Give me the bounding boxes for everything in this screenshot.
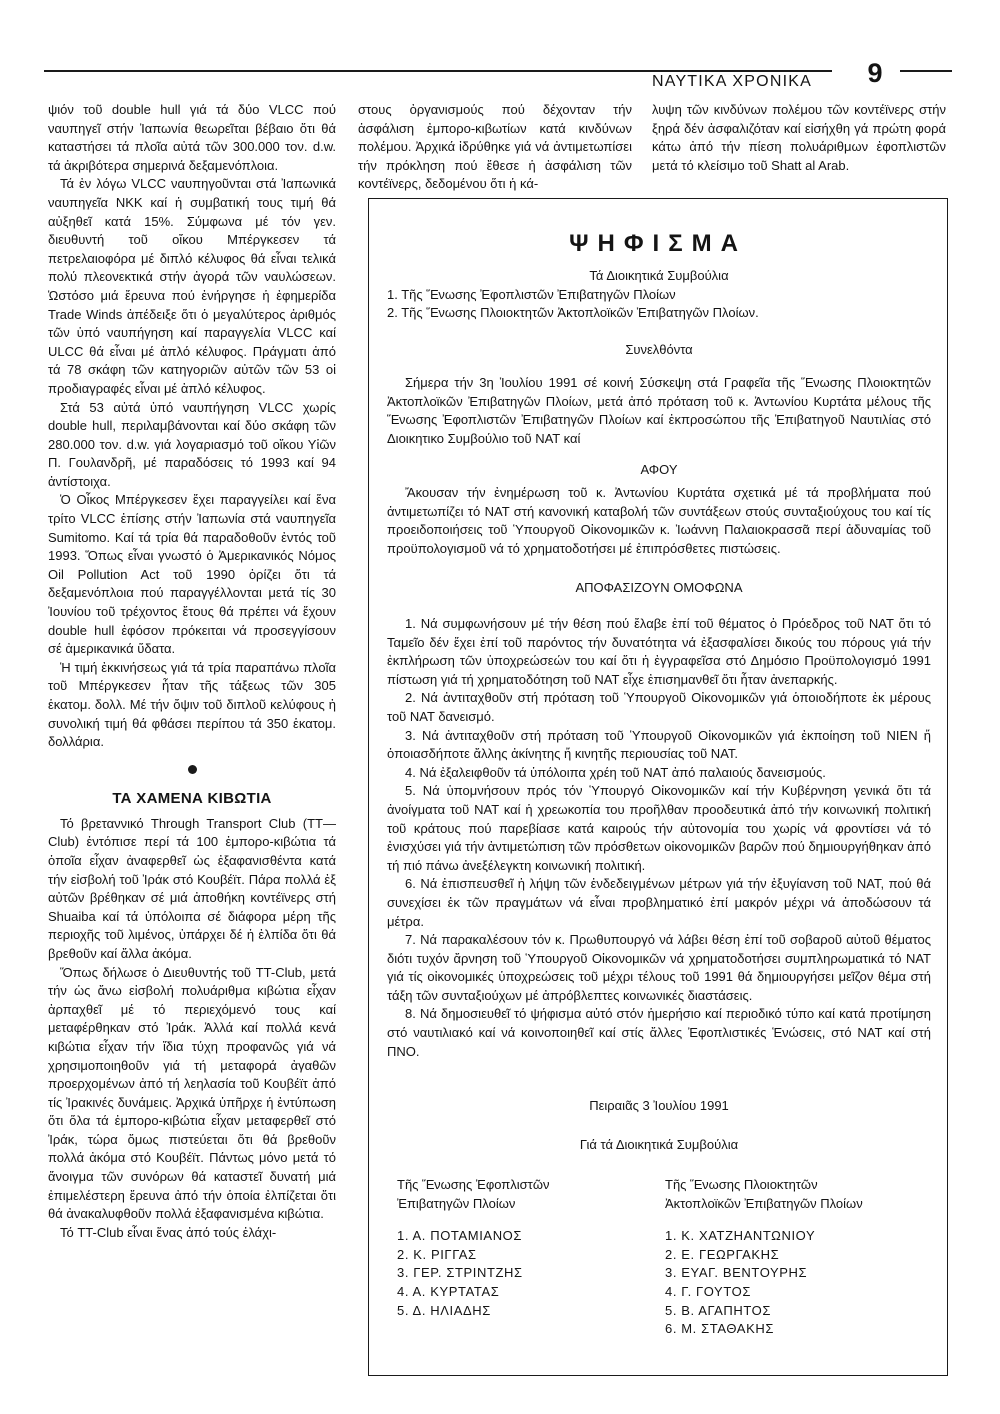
masthead-title: ΝΑΥΤΙΚΑ ΧΡΟΝΙΚΑ xyxy=(652,73,812,90)
sig-right-name: 3. ΕΥΑΓ. ΒΕΝΤΟΥΡΗΣ xyxy=(665,1265,808,1281)
resolution-title: ΨΗΦΙΣΜΑ xyxy=(569,230,747,257)
date-section xyxy=(387,1097,931,1116)
col2-paragraph-1: στους ὀργανισμούς πού δέχονταν τήν ἀσφάλιση ἐμπορο-κιβωτίων κατά κινδύνων πολέμου. Ἀρχικά ἱδρύθηκε γιά νά ἀντιμετωπίσει τήν πρόκληση πού ἔθεσε ἡ ἀσφάλιση τῶν κοντέϊνερς, δεδομένου ὅτι ἡ κά- xyxy=(358,102,632,192)
for-boards-label: Γιά τά Διοικητικά Συμβούλια xyxy=(579,1137,739,1152)
col1-paragraph-1: ψιόν τοῦ double hull γιά τά δύο VLCC πού ναυπηγεῖ στήν Ἰαπωνία θεωρεῖται βέβαιο ὅτι θά καταστήσει τά πλοῖα αὐτά τῶν 300.000 τον. d.w. τά ἀκριβότερα σημερινά δεξαμενόπλοια. xyxy=(48,102,336,173)
convened-label: Συνελθόντα xyxy=(625,342,693,357)
col1-paragraph-2: Τά ἐν λόγω VLCC ναυπηγοῦνται στά Ἰαπωνικά ναυπηγεῖα NKK καί ἡ συμβατική τους τιμή θά αὐξηθεῖ κατά 15%. Σύμφωνα μέ τόν γεν. διευθυντή τοῦ οἴκου Μπέργκεσεν τά πετρελαιοφόρα μέ διπλό κέλυφος θά εἶναι τελικά πολύ πλεονεκτικά στήν ἀγορά τῶν ναυλώσεων. Ὡστόσο μιά ἔρευνα πού ἐνήργησε ἡ ἐφημερίδα Trade Winds ἀπέδειξε ὅτι ὁ μεγαλύτερος ἀριθμός τῶν ὑπό ναυπήγηση καί παραγγελία VLCC καί ULCC θά εἶναι μέ ἁπλό κέλυφος. Πράγματι ἀπό τά 78 σκάφη τῶν κατηγοριῶν αὐτῶν τῶν 53 οἱ προδιαγραφές εἶναι μέ ἁπλό κέλυφος. xyxy=(48,176,336,396)
col1-paragraph-8: Τό TT-Club εἶναι ἕνας ἀπό τούς ἐλάχι- xyxy=(60,1224,277,1240)
afou-body xyxy=(387,484,931,558)
sig-right-name: 4. Γ. ΓΟΥΤΟΣ xyxy=(665,1283,751,1299)
resolution-intro xyxy=(387,267,931,323)
col1-paragraph-4: Ὁ Οἶκος Μπέργκεσεν ἔχει παραγγείλει καί ἕνα τρίτο VLCC ἐπίσης στήν Ἰαπωνία στά ναυπηγεῖα Sumitomo. Καί τά τρία θά παραδοθοῦν ἐντός τοῦ 1993. Ὅπως εἶναι γνωστό ὁ Ἀμερικανικός Νόμος Oil Pollution Act τοῦ 1990 ὁρίζει ὅτι τά δεξαμενόπλοια πού παραγγέλλονται μετά τίς 30 Ἰουνίου τοῦ τρέχοντος ἔτους θά πρέπει νά ἔχουν double hull ἐφόσον πρόκειται νά προσεγγίσουν σέ ἀμερικανικά ὕδατα. xyxy=(48,492,336,657)
afou-text: Ἄκουσαν τήν ἐνημέρωση τοῦ κ. Ἀντωνίου Κυρτάτα σχετικά μέ τά προβλήματα πού ἀντιμετωπίζει τό ΝΑΤ στή κανονική καταβολή τῶν συντάξεων στούς συνταξιούχους του καί τίς προειδοποιήσεις τοῦ Ὑπουργοῦ Οἰκονομικῶν κ. Ἰωάννη Παλαιοκρασσᾶ περί ἀδυναμίας τοῦ προϋπολογισμοῦ νά τό χρηματοδοτήσει μέ ἐπιπρόσθετες πιστώσεις. xyxy=(387,485,931,556)
convened-body xyxy=(387,374,931,448)
point-1: 1. Νά συμφωνήσουν μέ τήν θέση πού ἔλαβε ἐπί τοῦ θέματος ὁ Πρόεδρος τοῦ ΝΑΤ ὅτι τό Ταμεῖο δέν ἔχει ἐπί τοῦ παρόντος τήν δυνατότητα νά ἐξασφαλίσει δικούς του πόρους γιά τήν ἐκπλήρωση τῶν ὑποχρεώσεών του καί ὅτι ἡ ἐγγραφεῖσα στό Δημόσιο Προϋπολογισμό 1991 πίστωση γιά τή χρηματοδότηση τοῦ ΝΑΤ εἶχε ἐπισημανθεῖ ὅτι ἦταν ἀνεπαρκής. xyxy=(387,616,931,687)
section-heading-lost-containers: ΤΑ ΧΑΜΕΝΑ ΚΙΒΩΤΙΑ xyxy=(112,789,272,807)
column-middle xyxy=(358,101,632,194)
sig-left-name: 1. Α. ΠΟΤΑΜΙΑΝΟΣ xyxy=(397,1228,523,1244)
decide-section xyxy=(387,579,931,598)
convened-text: Σήμερα τήν 3η Ἰουλίου 1991 σέ κοινή Σύσκεψη στά Γραφεῖα τῆς Ἕνωσης Πλοιοκτητῶν Ἀκτοπλοϊκῶν Ἐπιβατηγῶν Πλοίων, μετά ἀπό πρόταση τοῦ κ. Ἀντωνίου Κυρτάτα μέλους τῆς Ἕνωσης Ἐφοπλιστῶν Ἐπιβατηγῶν Πλοίων καί ἐκπροσώπου τῆς Ἐπιβατηγοῦ Ναυτιλίας στό Διοικητικο Συμβούλιο τοῦ ΝΑΤ καί xyxy=(387,375,931,446)
header-rule-right xyxy=(900,70,952,72)
sig-left-name: 3. ΓΕΡ. ΣΤΡΙΝΤΖΗΣ xyxy=(397,1265,523,1281)
sig-left-name: 5. Δ. ΗΛΙΑΔΗΣ xyxy=(397,1302,491,1318)
sig-right-name: 6. Μ. ΣΤΑΘΑΚΗΣ xyxy=(665,1321,774,1337)
sig-left-name: 2. Κ. ΡΙΓΓΑΣ xyxy=(397,1246,477,1262)
page-number: 9 xyxy=(867,58,883,88)
column-right xyxy=(652,101,946,175)
sig-right-heading-2: Ἀκτοπλοϊκῶν Ἐπιβατηγῶν Πλοίων xyxy=(665,1195,863,1211)
column-left xyxy=(48,101,336,1242)
union-1: 1. Τῆς Ἕνωσης Ἐφοπλιστῶν Ἐπιβατηγῶν Πλοίων xyxy=(387,286,676,302)
col3-paragraph-1: λυψη τῶν κινδύνων πολέμου τῶν κοντέϊνερς στήν ξηρά δέν ἀσφαλιζόταν καί εἰσήχθη γά πρώτη φορά κάτω ἀπό τήν πίεση πολυάριθμων ἐφοπλιστῶν μετά τό κλείσιμο τοῦ Shatt al Arab. xyxy=(652,102,946,173)
point-2: 2. Νά ἀντιταχθοῦν στή πρόταση τοῦ Ὑπουργοῦ Οἰκονομικῶν γιά ὁποιοδήποτε ἐκ μέρους τοῦ ΝΑΤ δανεισμό. xyxy=(387,690,931,724)
sig-left-heading-1: Τῆς Ἕνωσης Ἐφοπλιστῶν xyxy=(397,1177,550,1192)
sig-right-name: 1. Κ. ΧΑΤΖΗΑΝΤΩΝΙΟΥ xyxy=(665,1228,816,1244)
convened-section xyxy=(387,341,931,360)
afou-section xyxy=(387,461,931,480)
union-2: 2. Τῆς Ἕνωσης Πλοιοκτητῶν Ἀκτοπλοϊκῶν Ἐπιβατηγῶν Πλοίων. xyxy=(387,305,759,321)
sig-right-name: 2. Ε. ΓΕΩΡΓΑΚΗΣ xyxy=(665,1246,780,1262)
section-bullet-icon xyxy=(188,765,197,774)
point-6: 6. Νά ἐπισπευσθεῖ ἡ λήψη τῶν ἐνδεδειγμένων μέτρων γιά τήν ἐξυγίανση τοῦ ΝΑΤ, πού θά συνεχίσει ἐκ τῶν πραγμάτων νά εἶναι προβληματικό ἐπί μακρόν μέχρι νά ἀποδώσουν τά μέτρα. xyxy=(387,876,931,929)
afou-label: ΑΦΟΥ xyxy=(640,462,678,477)
signatories-right xyxy=(665,1176,935,1339)
resolution-box xyxy=(368,198,948,1376)
boards-label: Τά Διοικητικά Συμβούλια xyxy=(589,268,729,283)
col1-paragraph-3: Στά 53 αὐτά ὑπό ναυπήγηση VLCC χωρίς double hull, περιλαμβάνονται καί δύο σκάφη τῶν 280.000 τον. d.w. γιά λογαριασμό τοῦ οἴκου Υἱῶν Π. Γουλανδρῆ, μέ παραδόσεις τό 1993 καί 94 ἀντίστοιχα. xyxy=(48,399,336,489)
col1-paragraph-5: Ἡ τιμή ἐκκινήσεως γιά τά τρία παραπάνω πλοῖα τοῦ Μπέργκεσεν ἦταν τῆς τάξεως τῶν 305 ἑκατομ. δολλ. Μέ τήν ὄψιν τοῦ διπλοῦ κελύφους ἡ συνολική τιμή θά φθάσει περίπου τά 350 ἑκατομ. δολλάρια. xyxy=(48,659,336,750)
col1-paragraph-7: Ὅπως δήλωσε ὁ Διευθυντής τοῦ TT-Club, μετά τήν ὡς ἄνω εἰσβολή πολυάριθμα κιβώτια εἶχαν ἁρπαχθεῖ μέ τό περιεχόμενό τους καί μεταφέρθηκαν στό Ἰράκ. Ἀλλά καί πολλά κενά κιβώτια εἶχαν τήν ἴδια τύχη προφανῶς γιά νά χρησιμοποιηθοῦν γιά τή μεταφορά ἀγαθῶν προερχομένων ἀπό τή λεηλασία τοῦ Κουβέϊτ ἀπό τίς Ἰρακινές δυνάμεις. Ἀρχικά ὑπῆρχε ἡ ἐντύπωση ὅτι ὅλα τά ἐμπορο-κιβώτια εἶχαν μεταφερθεῖ στό Ἰράκ, τώρα ὅμως πιστεύεται ὅτι θά βρεθοῦν πολλά ἀκόμα στό Κουβέϊτ. Πάντως μόνο μετά τό ἄνοιγμα τῶν συνόρων θά καταστεῖ δυνατή μιά ἐπιμελέστερη ἔρευνα ἀπό τήν ὁποία ἐλπίζεται ὅτι θά ἀνακαλυφθοῦν πολλά ἐξαφανισμένα κιβώτια. xyxy=(48,964,336,1222)
sig-left-name: 4. Α. ΚΥΡΤΑΤΑΣ xyxy=(397,1283,500,1299)
sig-right-name: 5. Β. ΑΓΑΠΗΤΟΣ xyxy=(665,1302,771,1318)
point-5: 5. Νά ὑπομνήσουν πρός τόν Ὑπουργό Οἰκονομικῶν καί τήν Κυβέρνηση γενικά ὅτι τά ἀνοίγματα τοῦ ΝΑΤ καί ἡ χρεωκοπία του προῆλθαν προοδευτικά ἀπό τήν κοινωνική πολιτική τοῦ κράτους πού παρεβίασε κατά καιρούς τήν αὐτονομία του χωρίς νά φροντίσει νά τό ἐνισχύσει γιά τήν ἀντιμετώπιση τῶν πρόσθετων οἰκονομικῶν βαρῶν πού δημιουργήθηκαν ἀπό τή πιό πάνω ἀνεξέλεγκτη κοινωνική πολιτική. xyxy=(387,783,931,873)
decide-label: ΑΠΟΦΑΣΙΖΟΥΝ ΟΜΟΦΩΝΑ xyxy=(575,580,743,595)
sig-left-heading-2: Ἐπιβατηγῶν Πλοίων xyxy=(397,1195,516,1211)
point-4: 4. Νά ἐξαλειφθοῦν τά ὑπόλοιπα χρέη τοῦ ΝΑΤ ἀπό παλαιούς δανεισμούς. xyxy=(405,764,826,780)
for-boards-section xyxy=(387,1136,931,1155)
signatories-left xyxy=(397,1176,637,1320)
point-8: 8. Νά δημοσιευθεῖ τό ψήφισμα αὐτό στόν ἡμερήσιο καί περιοδικό τύπο καί κατά προτίμηση στό ναυτιλιακό καί νά κοινοποιηθεῖ καί στίς ἄλλες Ἐφοπλιστικές Ἑνώσεις, στό ΝΑΤ καί στή ΠΝΟ. xyxy=(387,1006,931,1059)
point-3: 3. Νά ἀντιταχθοῦν στή πρόταση τοῦ Ὑπουργοῦ Οἰκονομικῶν γιά ἐκποίηση τοῦ NIEN ἤ ὁποιασδήποτε ἄλλης ἀκίνητης ἤ κινητῆς περιουσίας τοῦ ΝΑΤ. xyxy=(387,727,931,762)
resolution-points xyxy=(387,615,931,1061)
date-line: Πειραιᾶς 3 Ἰουλίου 1991 xyxy=(589,1098,729,1113)
col1-paragraph-6: Τό βρεταννικό Through Transport Club (TT—Club) ἐντόπισε περί τά 100 ἐμπορο-κιβώτια τά ὁποῖα εἶχαν ἀναφερθεῖ ὡς ἐξαφανισθέντα κατά τήν εἰσβολή τοῦ Ἰράκ στό Κουβέϊτ. Πάρα πολλά ἐξ αὐτῶν βρέθηκαν σέ μιά ἀποθήκη κοντέϊνερς στή Shuaiba καί τά ὑπόλοιπα σέ διάφορα μέρη τῆς περιοχῆς τοῦ λιμένος, ὑπάρχει δέ ἡ ἐλπίδα ὅτι θά βρεθοῦν καί ἄλλα ἀκόμα. xyxy=(48,815,336,961)
point-7: 7. Νά παρακαλέσουν τόν κ. Πρωθυπουργό νά λάβει θέση ἐπί τοῦ σοβαροῦ αὐτοῦ θέματος διότι τυχόν ἄρνηση τοῦ Ὑπουργοῦ Οἰκονομικῶν νά χρηματοδοτήσει συμπληρωματικά τό ΝΑΤ γιά τίς οἰκονομικές ὑποχρεώσεις τοῦ μέχρι τέλους τοῦ 1991 θά δημιουργήσει μεῖζον θέμα στή τάξη τῶν συνταξιούχων μέ ἀπρόβλεπτες κοινωνικές διαστάσεις. xyxy=(387,932,931,1003)
sig-right-heading-1: Τῆς Ἕνωσης Πλοιοκτητῶν xyxy=(665,1177,818,1192)
